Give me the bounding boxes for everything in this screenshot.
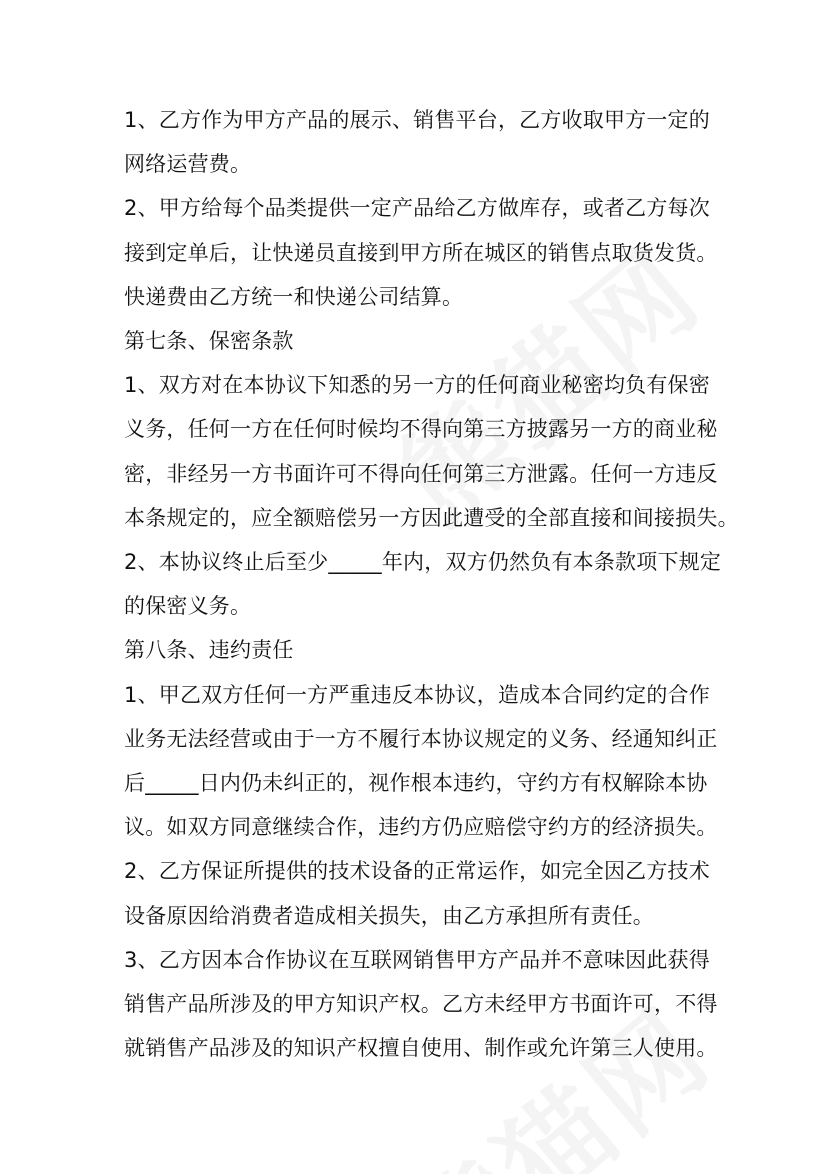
text-line: 的保密义务。 — [124, 594, 252, 619]
text-line: 1、甲乙双方任何一方严重违反本协议，造成本合同约定的合作 — [124, 682, 710, 707]
text-line: 义务，任何一方在任何时候均不得向第三方披露另一方的商业秘 — [124, 417, 718, 442]
text-line: 设备原因给消费者造成相关损失，由乙方承担所有责任。 — [124, 903, 654, 928]
text-line: 议。如双方同意继续合作，违约方仍应赔偿守约方的经济损失。 — [124, 815, 718, 840]
text-line: 1、双方对在本协议下知悉的另一方的任何商业秘密均负有保密 — [124, 373, 710, 398]
section-heading: 第七条、保密条款 — [124, 329, 294, 354]
document-body — [124, 98, 739, 1070]
text-line: 3、乙方因本合作协议在互联网销售甲方产品并不意味因此获得 — [124, 947, 710, 972]
text-line: 2、乙方保证所提供的技术设备的正常运作，如完全因乙方技术 — [124, 859, 710, 884]
text-line: 1、乙方作为甲方产品的展示、销售平台，乙方收取甲方一定的 — [124, 108, 710, 132]
text-line: 后_____日内仍未纠正的，视作根本违约，守约方有权解除本协 — [124, 771, 708, 796]
text-line: 就销售产品涉及的知识产权擅自使用、制作或允许第三人使用。 — [124, 1036, 718, 1061]
text-line: 销售产品所涉及的甲方知识产权。乙方未经甲方书面许可，不得 — [124, 992, 718, 1017]
text-line: 业务无法经营或由于一方不履行本协议规定的义务、经通知纠正 — [124, 726, 718, 751]
text-line: 快递费由乙方统一和快递公司结算。 — [124, 284, 464, 309]
text-line: 2、甲方给每个品类提供一定产品给乙方做库存，或者乙方每次 — [124, 196, 710, 221]
text-line: 密，非经另一方书面许可不得向任何第三方泄露。任何一方违反 — [124, 461, 718, 486]
text-line: 网络运营费。 — [124, 152, 252, 177]
text-line: 本条规定的，应全额赔偿另一方因此遭受的全部直接和间接损失。 — [124, 505, 739, 530]
text-line: 接到定单后，让快递员直接到甲方所在城区的销售点取货发货。 — [124, 240, 718, 265]
section-heading: 第八条、违约责任 — [124, 638, 294, 663]
text-line: 2、本协议终止后至少_____年内，双方仍然负有本条款项下规定 — [124, 550, 722, 575]
